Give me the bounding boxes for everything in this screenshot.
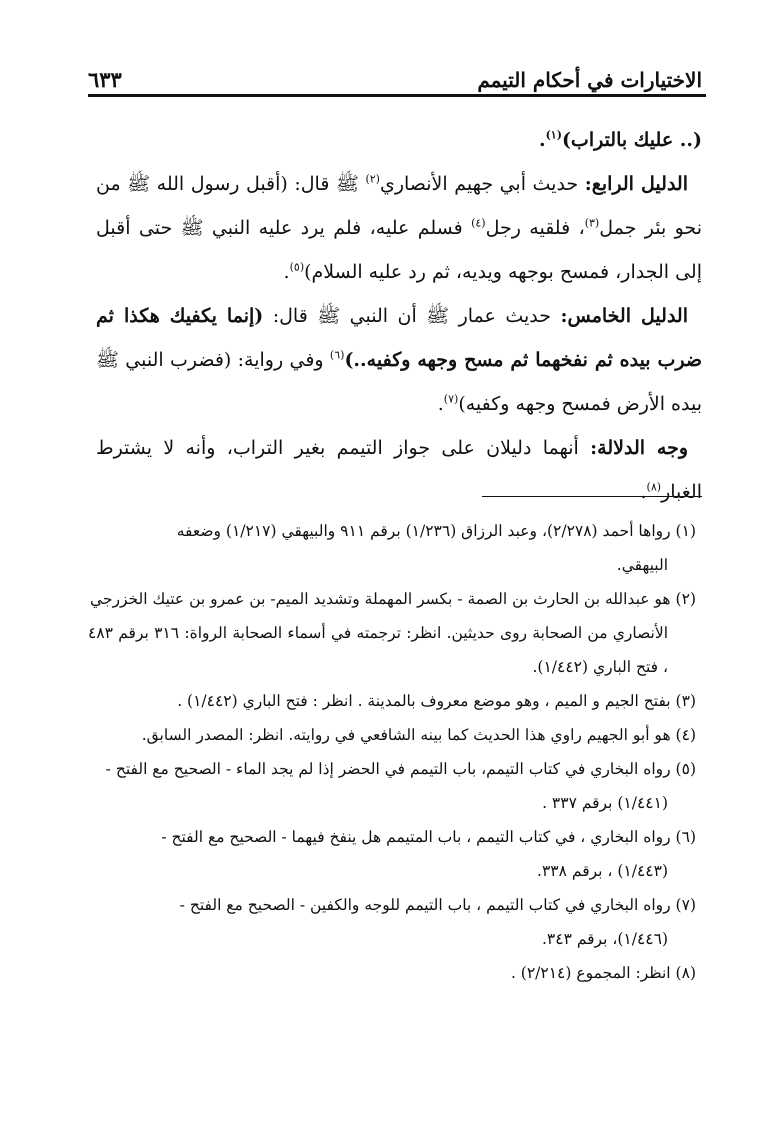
footnote-ref: (٣): [584, 216, 600, 230]
footnote-ref: (٢): [365, 172, 380, 186]
footnote-ref: (٧): [443, 392, 459, 406]
footnote-ref: (١): [545, 128, 562, 142]
footnote-ref: (٥): [289, 260, 305, 274]
footnote-number: (٥): [675, 760, 696, 778]
paragraph-end: .: [640, 481, 647, 503]
section-label: الدليل الرابع:: [584, 173, 688, 195]
footnote-continuation: الأنصاري من الصحابة روى حديثين. انظر: ترجمته في أسماء الصحابة الرواة: ٣١٦ برقم ٤٨٣ ، فتح الباري (١/٤٤٢).: [88, 624, 668, 676]
footnote-text: بفتح الجيم و الميم ، وهو موضع معروف بالمدينة . انظر : فتح الباري (١/٤٤٢) .: [177, 692, 676, 710]
footnote-ref: (٤): [471, 216, 486, 230]
footnote-number: (٣): [675, 692, 696, 710]
paragraph-end: .: [283, 261, 290, 283]
footnote: [88, 820, 696, 888]
paragraph-end: .: [437, 393, 444, 415]
footnote: [88, 888, 696, 956]
footnote-separator: [482, 496, 702, 497]
page-number: ٦٣٣: [88, 67, 122, 92]
footnote: [88, 684, 696, 718]
footnote-text: رواه البخاري في كتاب التيمم، باب التيمم في الحضر إذا لم يجد الماء - الصحيح مع الفتح -: [105, 760, 676, 778]
footnote: [88, 956, 696, 990]
paragraph-text: ، فلقيه رجل: [485, 217, 585, 239]
footnote-text: رواه البخاري في كتاب التيمم ، باب التيمم للوجه والكفين - الصحيح مع الفتح -: [179, 896, 676, 914]
running-title: الاختيارات في أحكام التيمم: [477, 68, 702, 92]
paragraph-conclusion: [96, 426, 702, 514]
paragraph-text: ﷺ قال: (أقبل رسول الله ﷺ من نحو بئر جمل: [96, 173, 702, 239]
paragraph-text: وفي رواية: (فضرب النبي ﷺ بيده الأرض فمسح وجهه وكفيه): [96, 349, 702, 415]
header-rule: [88, 94, 706, 97]
footnote-continuation: البيهقي.: [616, 556, 668, 574]
footnote-text: رواها أحمد (٢/٢٧٨)، وعبد الرزاق (١/٢٣٦) برقم ٩١١ والبيهقي (١/٢١٧) وضعفه: [176, 522, 676, 540]
footnote-text: انظر: المجموع (٢/٢١٤) .: [510, 964, 676, 982]
paragraph-text: حديث عمار ﷺ أن النبي ﷺ قال:: [263, 305, 561, 327]
footnote-number: (١): [675, 522, 696, 540]
paragraph-evidence-4: [96, 162, 702, 294]
footnote: [88, 514, 696, 582]
footnote-text: هو عبدالله بن الحارث بن الصمة - بكسر المهملة وتشديد الميم- بن عمرو بن عتيك الخزرجي: [90, 590, 676, 608]
main-text: [96, 118, 702, 514]
footnote-number: (٧): [675, 896, 696, 914]
footnote-ref: (٨): [646, 480, 662, 494]
paragraph-text: فسلم عليه، فلم يرد عليه النبي ﷺ حتى أقبل إلى الجدار، فمسح بوجهه ويديه، ثم رد عليه السلام): [96, 217, 702, 283]
footnote-number: (٤): [675, 726, 696, 744]
running-header: [88, 58, 702, 92]
footnote-ref: (٦): [329, 348, 345, 362]
footnote-number: (٦): [675, 828, 696, 846]
footnote-text: هو أبو الجهيم راوي هذا الحديث كما بينه الشافعي في روايته. انظر: المصدر السابق.: [141, 726, 676, 744]
section-label: الدليل الخامس:: [560, 305, 688, 327]
footnote: [88, 718, 696, 752]
footnote: [88, 752, 696, 820]
footnote-continuation: (١/٤٤٦)، برقم ٣٤٣.: [541, 930, 668, 948]
footnote-continuation: (١/٤٤٣) ، برقم ٣٣٨.: [537, 862, 668, 880]
footnote-number: (٢): [675, 590, 696, 608]
quote-text: (.. عليك بالتراب): [561, 129, 702, 151]
footnote-text: رواه البخاري ، في كتاب التيمم ، باب المتيمم هل ينفخ فيهما - الصحيح مع الفتح -: [161, 828, 676, 846]
hadith-quote: (إنما يكفيك هكذا ثم ضرب بيده ثم نفخهما ثم مسح وجهه وكفيه..): [96, 305, 703, 371]
footnotes: [88, 514, 696, 990]
footnote-continuation: (١/٤٤١) برقم ٣٣٧ .: [542, 794, 668, 812]
paragraph-text: أنهما دليلان على جواز التيمم بغير التراب، وأنه لا يشترط الغبار: [96, 437, 702, 503]
footnote-number: (٨): [675, 964, 696, 982]
quote-line: (.. عليك بالتراب)$^{(١)}$.: [538, 128, 702, 151]
section-label: وجه الدلالة:: [590, 437, 688, 459]
paragraph-text: حديث أبي جهيم الأنصاري: [379, 173, 585, 195]
footnote: [88, 582, 696, 684]
paragraph-evidence-5: [96, 294, 702, 426]
